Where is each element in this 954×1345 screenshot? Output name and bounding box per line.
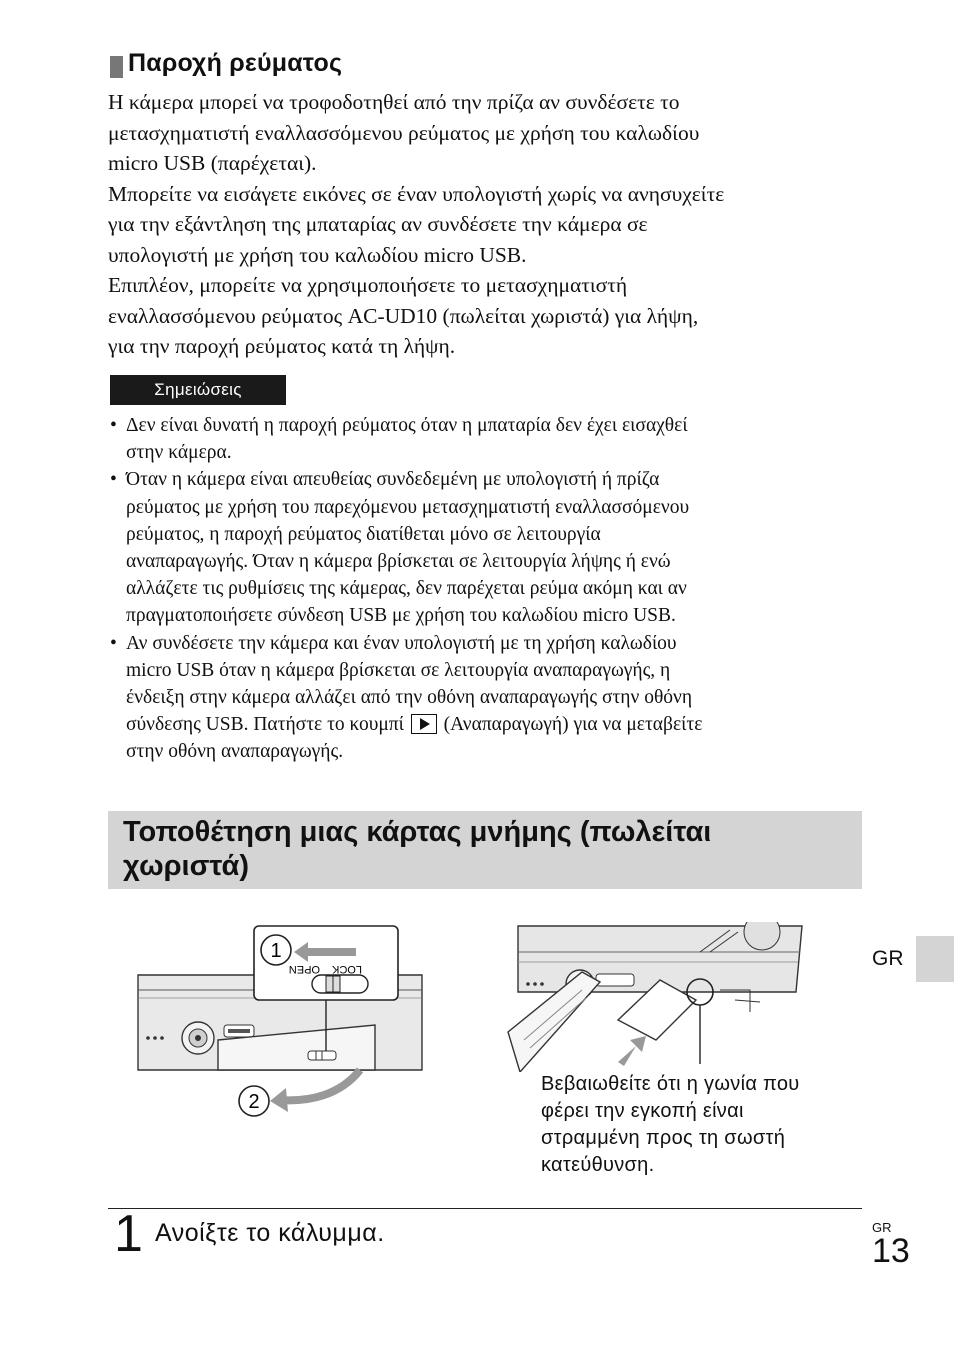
note-line: αναπαραγωγής. Όταν η κάμερα βρίσκεται σε λειτουργία λήψης ή ενώ	[126, 551, 671, 573]
note-line: • Δεν είναι δυνατή η παροχή ρεύματος όταν η μπαταρία δεν έχει εισαχθεί	[126, 415, 688, 436]
switch-lock-label: LOCK	[332, 963, 362, 975]
caption-line: Βεβαιωθείτε ότι η γωνία που	[541, 1073, 800, 1095]
step-divider	[108, 1208, 862, 1209]
note-item	[110, 412, 870, 466]
power-paragraph	[108, 87, 868, 362]
note-line: • Αν συνδέσετε την κάμερα και έναν υπολογιστή με τη χρήση καλωδίου	[126, 632, 677, 654]
power-line: Η κάμερα μπορεί να τροφοδοτηθεί από την πρίζα αν συνδέσετε το	[108, 90, 680, 114]
section-title-line: Τοποθέτηση μιας κάρτας μνήμης (πωλείται	[123, 816, 712, 848]
caption-line: φέρει την εγκοπή είναι	[541, 1100, 744, 1122]
note-item	[110, 466, 870, 629]
page-number: 13	[872, 1232, 910, 1270]
notes-list	[110, 412, 870, 766]
note-line: • Όταν η κάμερα είναι απευθείας συνδεδεμένη με υπολογιστή ή πρίζα	[126, 469, 660, 491]
power-line: για την παροχή ρεύματος κατά τη λήψη.	[108, 334, 456, 358]
power-line: μετασχηματιστή εναλλασσόμενου ρεύματος με χρήση του καλωδίου	[108, 120, 700, 145]
callout-1: 1	[270, 940, 282, 962]
note-line: micro USB όταν η κάμερα βρίσκεται σε λειτουργία αναπαραγωγής, η	[126, 659, 671, 681]
caption-line: κατεύθυνση.	[541, 1154, 655, 1176]
note-line: ένδειξη στην κάμερα αλλάζει από την οθόνη αναπαραγωγής στην οθόνη	[126, 687, 693, 709]
caption-line: στραμμένη προς τη σωστή	[541, 1127, 786, 1149]
power-line: εναλλασσόμενου ρεύματος AC-UD10 (πωλείται χωριστά) για λήψη,	[108, 303, 699, 328]
side-tab	[916, 936, 954, 982]
power-line: micro USB (παρέχεται).	[108, 151, 317, 175]
insert-card-illustration	[500, 922, 810, 1072]
notes-badge: Σημειώσεις	[110, 375, 286, 405]
step-text: Ανοίξτε το κάλυμμα.	[155, 1219, 385, 1247]
power-line: Επιπλέον, μπορείτε να χρησιμοποιήσετε το μετασχηματιστή	[108, 273, 628, 297]
step-number: 1	[114, 1205, 143, 1263]
power-heading: Παροχή ρεύματος	[128, 49, 343, 77]
note-line: ρεύματος, η παροχή ρεύματος διατίθεται μόνο σε λειτουργία	[126, 523, 601, 545]
note-text: (Αναπαραγωγή) για να μεταβείτε	[443, 714, 703, 736]
power-line: για την εξάντληση της μπαταρίας αν συνδέσετε την κάμερα σε	[108, 212, 648, 236]
note-line: στην κάμερα.	[126, 442, 232, 464]
page-lang: GR	[872, 1220, 892, 1235]
note-line: αλλάζετε τις ρυθμίσεις της κάμερας, δεν παρέχεται ρεύμα ακόμη και αν	[126, 578, 687, 600]
note-text: σύνδεσης USB. Πατήστε το κουμπί	[126, 714, 404, 736]
open-cover-illustration	[130, 920, 430, 1120]
power-line: Μπορείτε να εισάγετε εικόνες σε έναν υπολογιστή χωρίς να ανησυχείτε	[108, 181, 725, 206]
note-line: πραγματοποιήσετε σύνδεση USB με χρήση του καλωδίου micro USB.	[126, 605, 676, 627]
heading-marker	[110, 56, 123, 78]
section-title-line: χωριστά)	[123, 850, 250, 882]
callout-2: 2	[248, 1091, 260, 1113]
figure-caption	[541, 1071, 861, 1179]
note-line: στην οθόνη αναπαραγωγής.	[126, 741, 344, 763]
switch-open-label: OPEN	[288, 963, 320, 975]
note-item	[110, 630, 870, 766]
power-line: υπολογιστή με χρήση του καλωδίου micro USB.	[108, 242, 527, 267]
side-tab-label: GR	[872, 947, 904, 970]
note-line: ρεύματος με χρήση του παρεχόμενου μετασχηματιστή εναλλασσόμενου	[126, 496, 690, 518]
note-line	[126, 711, 870, 738]
play-icon	[411, 714, 437, 734]
section-title	[123, 815, 843, 883]
